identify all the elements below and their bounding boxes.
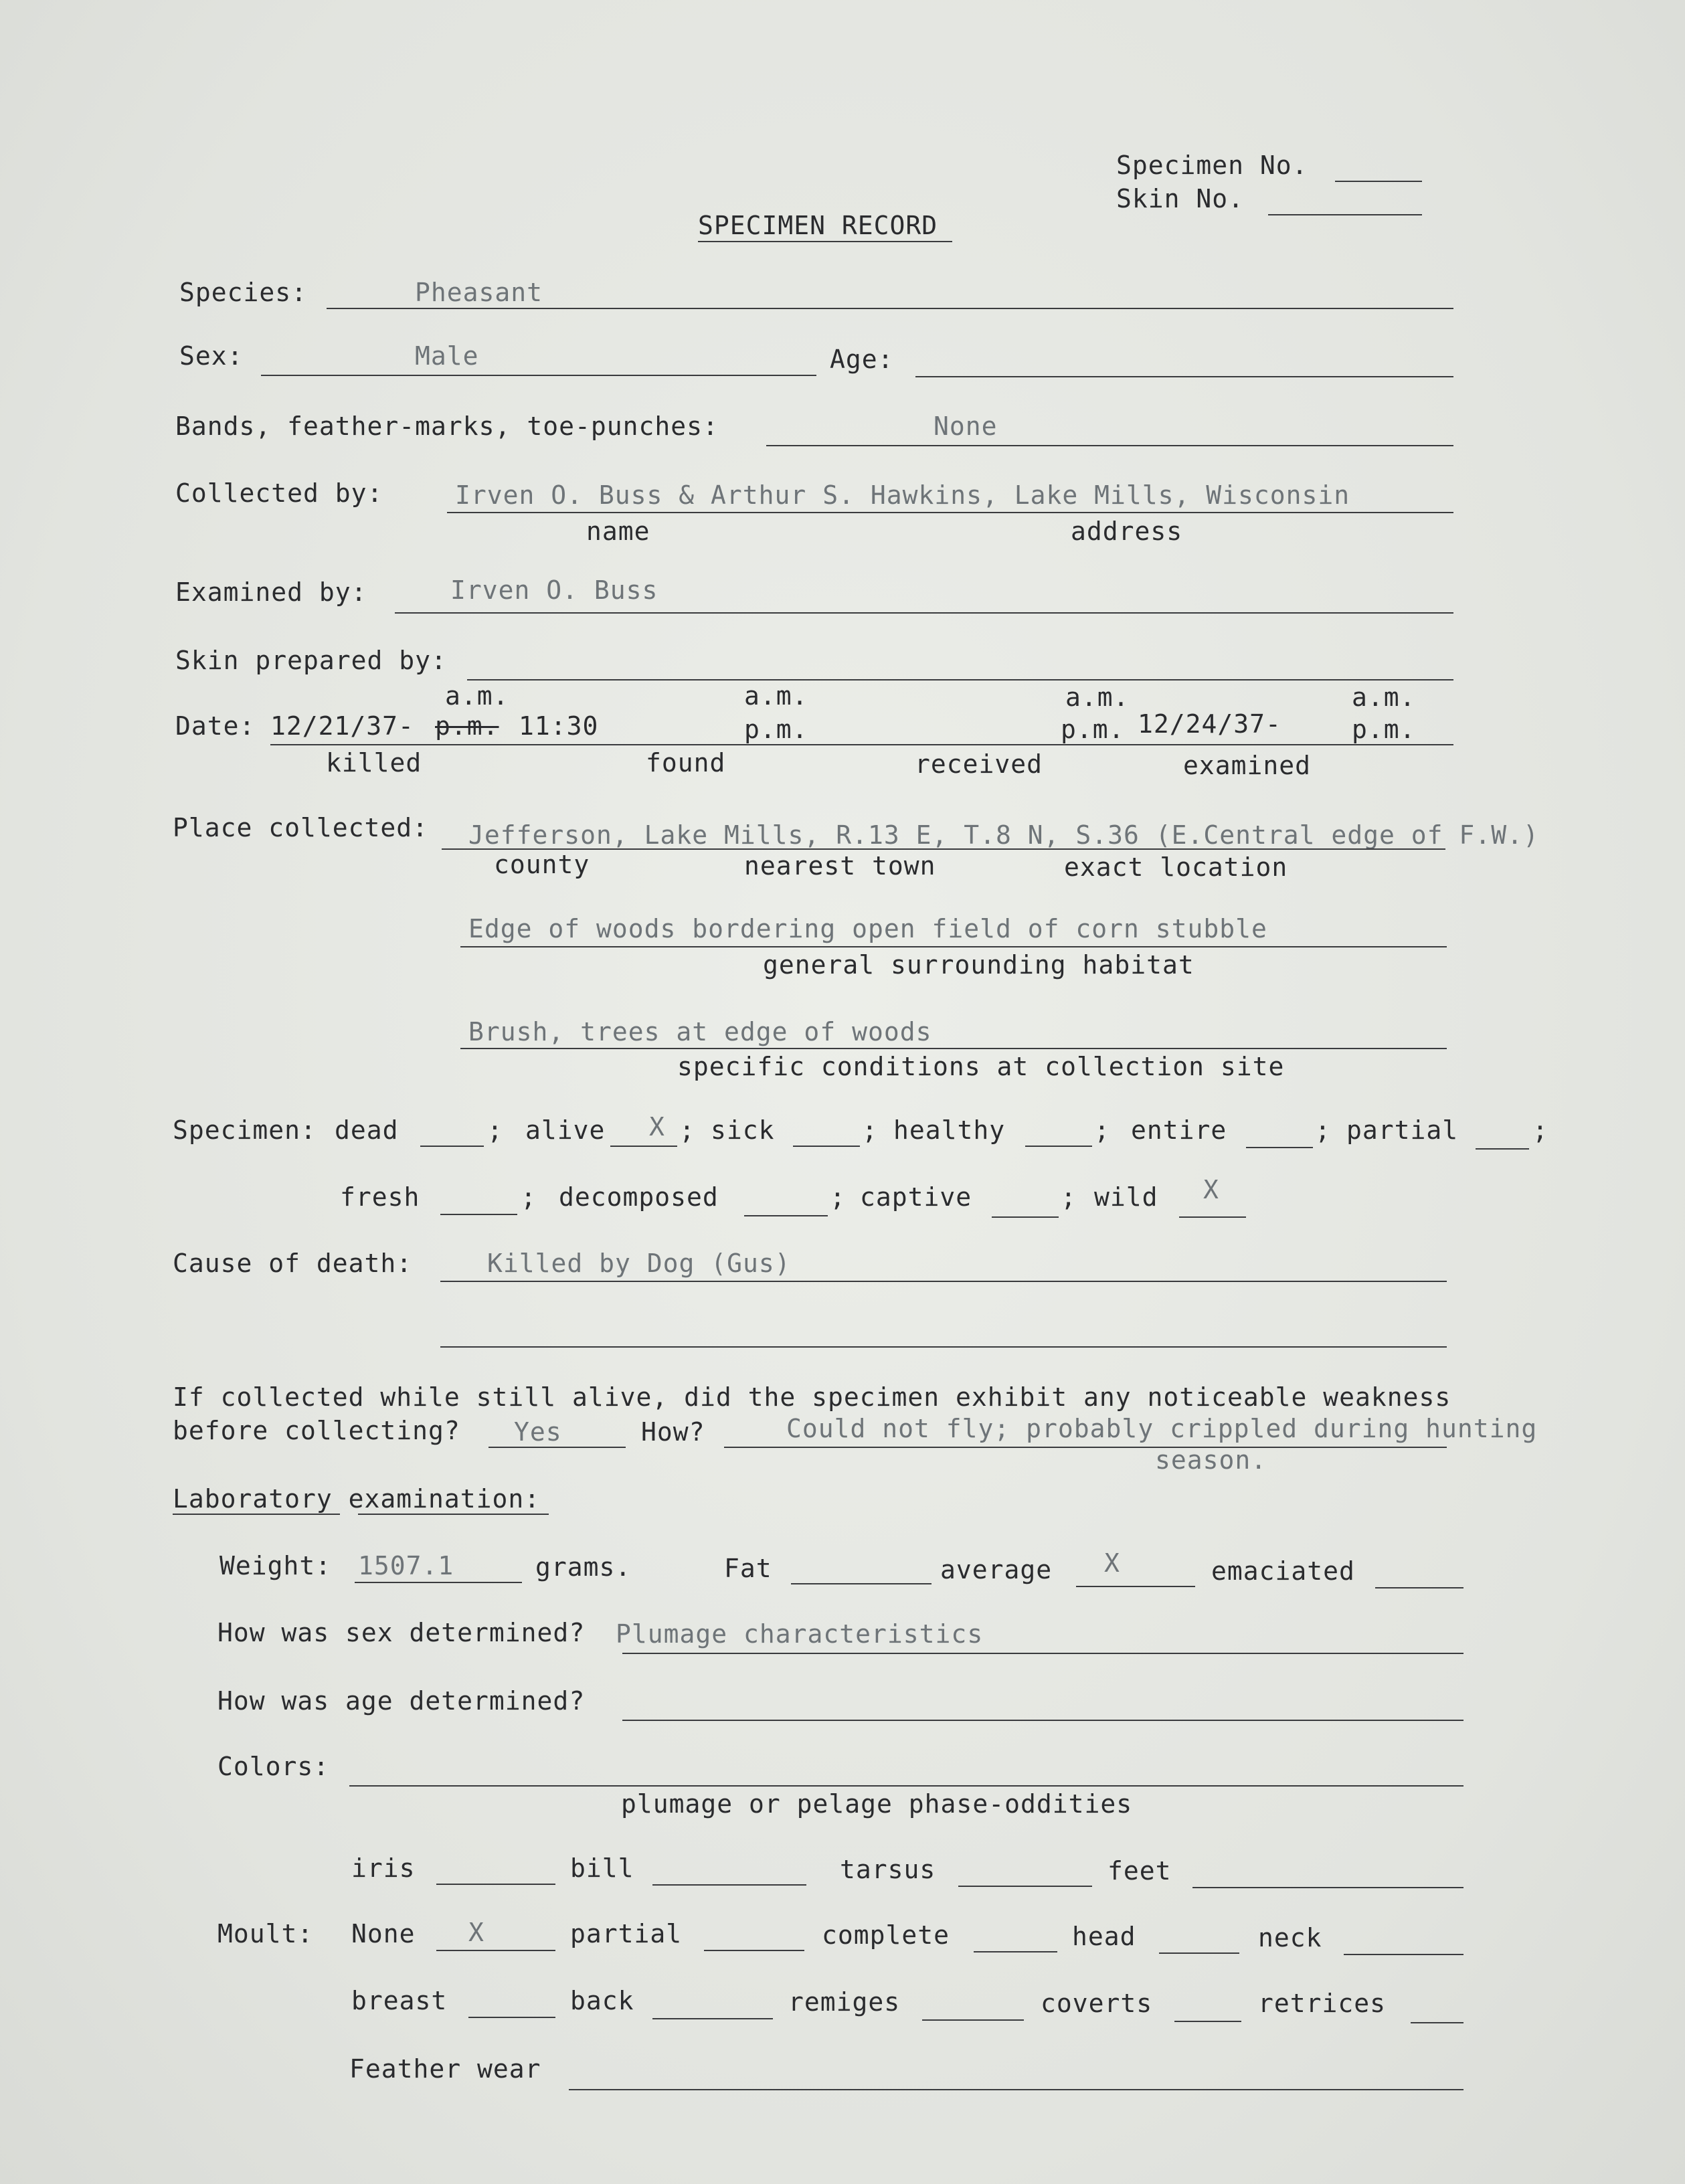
- weight-label: Weight:: [219, 1551, 332, 1580]
- lab-label-underline-1: [173, 1514, 340, 1515]
- examined-am: a.m.: [1352, 682, 1416, 712]
- bill-label: bill: [570, 1853, 634, 1883]
- sick-label: sick: [711, 1115, 775, 1145]
- weakness-how-value-cont: season.: [1155, 1445, 1267, 1475]
- cause-value: Killed by Dog (Gus): [487, 1249, 791, 1278]
- habitat-value: Edge of woods bordering open field of corn stubble: [468, 914, 1267, 943]
- wild-label: wild: [1094, 1182, 1158, 1212]
- fat-label: Fat: [724, 1554, 772, 1583]
- found-am: a.m.: [744, 681, 808, 711]
- weakness-how-label: How?: [641, 1417, 705, 1447]
- date-sub-received: received: [915, 749, 1043, 779]
- semicolon-8: ;: [830, 1182, 846, 1212]
- date-field[interactable]: [270, 744, 1453, 745]
- bill-field[interactable]: [652, 1884, 806, 1886]
- examined-date-value: 12/24/37-: [1138, 709, 1281, 739]
- moult-coverts-field[interactable]: [1174, 2021, 1241, 2022]
- place-sub-location: exact location: [1064, 852, 1288, 882]
- feet-label: feet: [1107, 1856, 1172, 1886]
- semicolon-9: ;: [1061, 1182, 1077, 1212]
- moult-none-label: None: [351, 1919, 416, 1948]
- partial-field[interactable]: [1476, 1148, 1529, 1150]
- date-label: Date:: [175, 711, 256, 741]
- weakness-answer: Yes: [514, 1417, 562, 1447]
- bands-label: Bands, feather-marks, toe-punches:: [175, 412, 719, 441]
- moult-breast-field[interactable]: [468, 2017, 555, 2018]
- lab-label-underline-2: [358, 1514, 549, 1515]
- colors-field[interactable]: [349, 1785, 1464, 1787]
- sick-field[interactable]: [793, 1146, 860, 1147]
- received-am: a.m.: [1065, 682, 1130, 712]
- moult-remiges-label: remiges: [788, 1987, 901, 2017]
- semicolon-1: ;: [487, 1115, 503, 1145]
- specimen-label: Specimen:: [173, 1115, 317, 1145]
- cause-field-2[interactable]: [440, 1346, 1447, 1348]
- species-value: Pheasant: [415, 278, 543, 307]
- grams-label: grams.: [535, 1552, 632, 1582]
- moult-retrices-label: retrices: [1258, 1989, 1387, 2018]
- date-sub-found: found: [646, 748, 726, 778]
- fat-field[interactable]: [791, 1583, 932, 1584]
- moult-complete-field[interactable]: [974, 1951, 1057, 1952]
- average-field[interactable]: [1076, 1586, 1195, 1587]
- collected-sub-address: address: [1071, 517, 1183, 546]
- feather-wear-field[interactable]: [569, 2089, 1464, 2090]
- semicolon-3: ;: [862, 1115, 878, 1145]
- healthy-field[interactable]: [1025, 1146, 1092, 1147]
- moult-breast-label: breast: [351, 1986, 448, 2015]
- killed-pm-struck: p.m.: [435, 711, 499, 741]
- killed-date-value: 12/21/37-: [270, 711, 414, 741]
- bands-field[interactable]: [766, 445, 1453, 446]
- semicolon-7: ;: [521, 1182, 537, 1212]
- collected-field[interactable]: [447, 512, 1453, 513]
- sex-field[interactable]: [261, 375, 816, 376]
- place-value: Jefferson, Lake Mills, R.13 E, T.8 N, S.36 (E.Central edge of F.W.): [468, 820, 1539, 850]
- captive-field[interactable]: [992, 1216, 1059, 1218]
- lab-label: Laboratory examination:: [173, 1484, 541, 1514]
- tarsus-label: tarsus: [840, 1855, 936, 1884]
- average-label: average: [940, 1555, 1053, 1584]
- moult-head-label: head: [1072, 1922, 1136, 1951]
- conditions-field[interactable]: [460, 1048, 1447, 1049]
- iris-field[interactable]: [436, 1884, 555, 1885]
- age-determined-field[interactable]: [622, 1720, 1464, 1721]
- form-title: SPECIMEN RECORD: [698, 211, 938, 240]
- moult-retrices-field[interactable]: [1411, 2022, 1464, 2023]
- found-pm: p.m.: [744, 715, 808, 744]
- sex-determined-label: How was sex determined?: [217, 1618, 586, 1647]
- sex-determined-value: Plumage characteristics: [616, 1619, 984, 1649]
- place-label: Place collected:: [173, 813, 429, 842]
- semicolon-6: ;: [1532, 1115, 1548, 1145]
- captive-label: captive: [860, 1182, 972, 1212]
- habitat-field[interactable]: [460, 946, 1447, 947]
- fresh-field[interactable]: [440, 1214, 517, 1215]
- semicolon-2: ;: [679, 1115, 695, 1145]
- bands-value: None: [934, 412, 998, 441]
- feet-field[interactable]: [1192, 1887, 1464, 1888]
- skin-prepared-field[interactable]: [467, 679, 1453, 680]
- decomposed-label: decomposed: [559, 1182, 719, 1212]
- title-underline: [698, 241, 952, 242]
- plumage-label: plumage or pelage phase-oddities: [621, 1789, 1133, 1819]
- moult-back-field[interactable]: [652, 2018, 773, 2019]
- weakness-answer-field[interactable]: [489, 1447, 626, 1448]
- feather-wear-label: Feather wear: [349, 2054, 541, 2084]
- dead-field[interactable]: [420, 1146, 484, 1147]
- wild-field[interactable]: [1179, 1216, 1246, 1218]
- examined-label: Examined by:: [175, 577, 367, 607]
- weight-value: 1507.1: [358, 1551, 454, 1580]
- entire-field[interactable]: [1246, 1147, 1313, 1148]
- average-mark: X: [1104, 1548, 1120, 1578]
- species-field[interactable]: [327, 308, 1453, 309]
- conditions-value: Brush, trees at edge of woods: [468, 1017, 932, 1046]
- place-sub-county: county: [494, 850, 590, 879]
- weakness-how-value: Could not fly; probably crippled during hunting: [786, 1414, 1538, 1443]
- received-pm: p.m.: [1061, 715, 1125, 744]
- habitat-label: general surrounding habitat: [763, 950, 1194, 980]
- date-sub-killed: killed: [326, 748, 422, 778]
- specimen-no-field[interactable]: [1335, 181, 1422, 182]
- weakness-how-field[interactable]: [724, 1447, 1447, 1448]
- alive-mark: X: [649, 1112, 665, 1142]
- weakness-question-line1: If collected while still alive, did the specimen exhibit any noticeable weakness: [173, 1382, 1451, 1412]
- collected-sub-name: name: [586, 517, 650, 546]
- examined-field[interactable]: [395, 612, 1453, 614]
- place-sub-town: nearest town: [744, 851, 936, 881]
- skin-prepared-label: Skin prepared by:: [175, 646, 447, 675]
- iris-label: iris: [351, 1853, 416, 1883]
- weight-field[interactable]: [355, 1582, 522, 1583]
- sex-value: Male: [415, 341, 479, 371]
- wild-mark: X: [1203, 1175, 1219, 1204]
- sex-determined-field[interactable]: [622, 1653, 1464, 1654]
- cause-label: Cause of death:: [173, 1249, 413, 1278]
- sex-label: Sex:: [179, 341, 244, 371]
- moult-none-mark: X: [468, 1918, 484, 1947]
- species-label: Species:: [179, 278, 308, 307]
- collected-value: Irven O. Buss & Arthur S. Hawkins, Lake Mills, Wisconsin: [455, 480, 1350, 510]
- date-sub-examined: examined: [1183, 751, 1312, 780]
- skin-no-field[interactable]: [1268, 214, 1422, 215]
- moult-neck-field[interactable]: [1344, 1954, 1464, 1955]
- healthy-label: healthy: [893, 1115, 1006, 1145]
- partial-label: partial: [1346, 1115, 1459, 1145]
- tarsus-field[interactable]: [958, 1886, 1092, 1887]
- moult-complete-label: complete: [822, 1920, 950, 1950]
- place-field[interactable]: [442, 848, 1445, 850]
- moult-partial-label: partial: [570, 1919, 683, 1948]
- colors-label: Colors:: [217, 1752, 330, 1781]
- decomposed-field[interactable]: [744, 1215, 828, 1216]
- entire-label: entire: [1131, 1115, 1227, 1145]
- weakness-question-line2: before collecting?: [173, 1416, 460, 1445]
- examined-value: Irven O. Buss: [450, 575, 658, 605]
- killed-am: a.m.: [445, 681, 509, 711]
- semicolon-4: ;: [1094, 1115, 1110, 1145]
- semicolon-5: ;: [1315, 1115, 1331, 1145]
- dead-label: dead: [335, 1115, 399, 1145]
- collected-label: Collected by:: [175, 478, 383, 508]
- moult-label: Moult:: [217, 1919, 314, 1948]
- age-determined-label: How was age determined?: [217, 1686, 586, 1716]
- skin-no-label: Skin No.: [1116, 184, 1245, 213]
- age-field[interactable]: [915, 376, 1453, 377]
- age-label: Age:: [830, 345, 894, 374]
- killed-time-value: 11:30: [519, 711, 599, 741]
- fresh-label: fresh: [340, 1182, 420, 1212]
- emaciated-field[interactable]: [1375, 1587, 1464, 1588]
- moult-none-field[interactable]: [436, 1950, 555, 1951]
- alive-label: alive: [525, 1115, 606, 1145]
- emaciated-label: emaciated: [1211, 1556, 1355, 1586]
- conditions-label: specific conditions at collection site: [677, 1052, 1285, 1081]
- moult-neck-label: neck: [1258, 1923, 1322, 1952]
- moult-back-label: back: [570, 1986, 634, 2015]
- examined-pm: p.m.: [1352, 715, 1416, 744]
- alive-field[interactable]: [610, 1146, 677, 1147]
- moult-remiges-field[interactable]: [922, 2019, 1024, 2021]
- specimen-no-label: Specimen No.: [1116, 151, 1308, 180]
- moult-head-field[interactable]: [1159, 1952, 1239, 1954]
- moult-partial-field[interactable]: [704, 1950, 804, 1951]
- moult-coverts-label: coverts: [1041, 1989, 1153, 2018]
- cause-field[interactable]: [440, 1281, 1447, 1282]
